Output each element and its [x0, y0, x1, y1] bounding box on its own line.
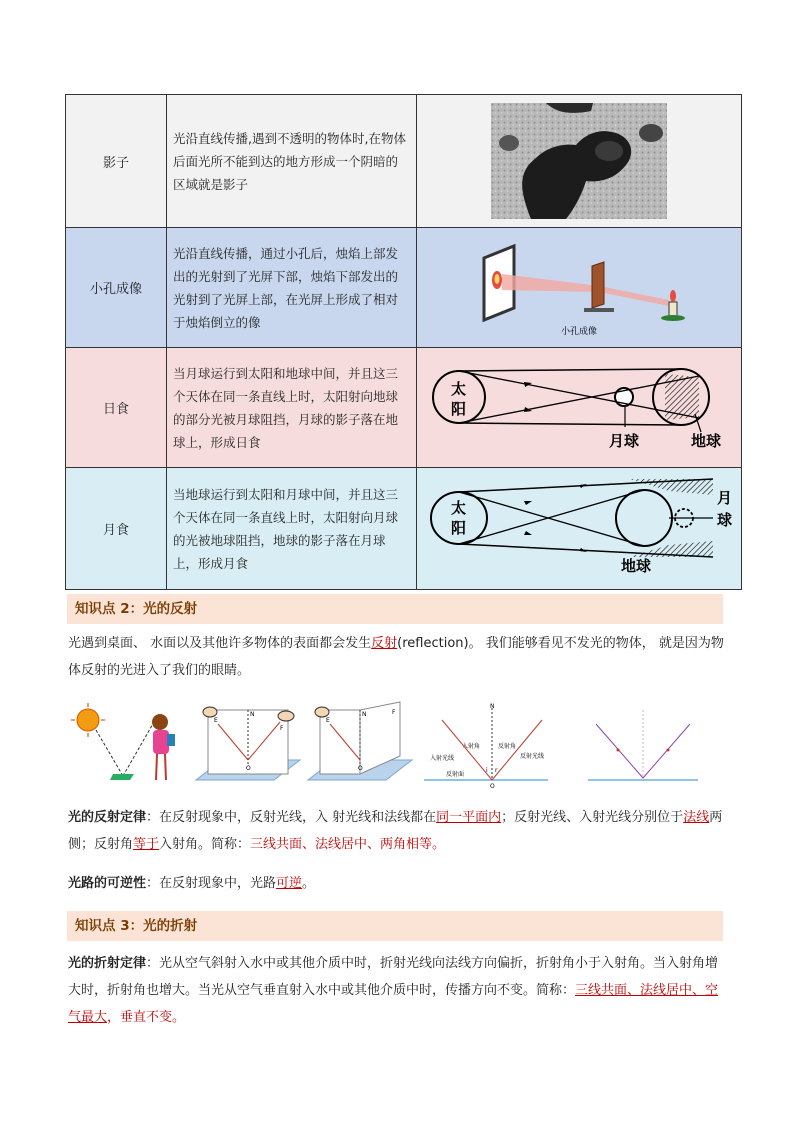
intro-keyword: 反射 [371, 636, 398, 651]
law-text-a: ：在反射现象中，反射光线，入 射光线和法线都在 [146, 810, 437, 825]
label-N: N [250, 711, 255, 718]
rev-text-b: 。 [302, 876, 316, 891]
table-row-solar-eclipse [66, 348, 742, 468]
label-r: r [495, 767, 498, 774]
law-short: 三线共面、法线居中、两角相等。 [250, 837, 446, 852]
rev-text-a: ：在反射现象中，光路 [146, 876, 277, 891]
row-desc: 光沿直线传播,遇到不透明的物体时,在物体后面光所不能到达的地方形成一个阴暗的区域就是影子 [167, 95, 417, 228]
lunar-eclipse-cell [417, 468, 742, 590]
pinhole-figure-cell [417, 228, 742, 348]
rev-keyword: 可逆 [276, 876, 303, 891]
sun-label-2: 阳 [451, 518, 467, 537]
intro-text-b: (reflection)。 我们能够看见不发光的物体， 就是因为物体反射的光进入了我们的眼睛。 [68, 636, 724, 678]
label-O: O [490, 783, 495, 790]
label-E: E [214, 717, 218, 724]
label-F: F [392, 709, 396, 716]
law-text-c: 两侧；反射角 [68, 810, 723, 852]
moon-label: 月球 [609, 431, 640, 450]
earth-label: 地球 [691, 431, 722, 450]
labeled-reflection-diagram [424, 700, 548, 790]
refraction-text: ：光从空气斜射入水中或其他介质中时，折射光线向法线方向偏折，折射角小于入射角。当入射角增大时，折射角也增大。当光从空气垂直射入水中或其他介质中时，传播方向不变。简称： [68, 956, 719, 998]
refraction-short-2: ，垂直不变。 [107, 1010, 186, 1025]
law-text-b: ；反射光线、入射光线分别位于 [501, 810, 684, 825]
row-desc: 当地球运行到太阳和月球中间，并且这三个天体在同一条直线上时，太阳射向月球的光被地球阻挡，地球的影子落在月球上，形成月食 [167, 468, 417, 590]
reflection-law [68, 804, 724, 858]
shadow-photo [491, 103, 667, 219]
sun-girl-reflection-figure [68, 700, 188, 790]
row-desc: 当月球运行到太阳和地球中间，并且这三个天体在同一条直线上时，太阳射向地球的部分光被月球阻挡，月球的影子落在地球上，形成日食 [167, 348, 417, 468]
pinhole-diagram [464, 238, 694, 338]
refraction-short-1: 三线共面、法线居中、空气最大 [68, 983, 719, 1025]
simple-reflection-diagram [588, 700, 698, 790]
eye-reflection-figure-1 [196, 700, 300, 790]
row-name: 月食 [66, 468, 167, 590]
reversibility-label: 光路的可逆性 [68, 876, 147, 891]
label-N: N [362, 711, 367, 718]
label-reflect-surface: 反射面 [446, 771, 465, 778]
law-keyword-1: 同一平面内 [436, 810, 502, 825]
solar-eclipse-cell [417, 348, 742, 468]
phenomena-table [65, 94, 742, 590]
reversibility [68, 870, 724, 897]
moon-label-2: 球 [717, 510, 733, 529]
intro-text-a: 光遇到桌面、 水面以及其他许多物体的表面都会发生 [68, 636, 372, 651]
table-row-pinhole [66, 228, 742, 348]
earth-label: 地球 [621, 556, 652, 575]
label-reflect-ray: 反射光线 [520, 753, 545, 760]
label-O: O [358, 765, 363, 772]
pinhole-caption: 小孔成像 [560, 326, 598, 337]
label-N: N [490, 703, 495, 710]
row-name: 影子 [66, 95, 167, 228]
row-desc: 光沿直线传播，通过小孔后，烛焰上部发出的光射到了光屏下部，烛焰下部发出的光射到了光屏上部，在光屏上形成了相对于烛焰倒立的像 [167, 228, 417, 348]
moon-label-1: 月 [717, 488, 733, 507]
law-keyword-3: 等于 [133, 837, 160, 852]
reflection-figures [68, 700, 728, 792]
label-reflect-angle: 反射角 [498, 743, 517, 750]
label-E: E [326, 717, 330, 724]
section2-intro [68, 630, 724, 684]
solar-eclipse-diagram [429, 352, 729, 464]
law-keyword-2: 法线 [683, 810, 710, 825]
refraction-law-label: 光的折射定律 [68, 956, 147, 971]
section2-heading: 知识点 2：光的反射 [67, 594, 723, 624]
row-name: 小孔成像 [66, 228, 167, 348]
sun-label-2: 阳 [451, 399, 467, 418]
sun-label-1: 太 [451, 379, 467, 398]
sun-label-1: 太 [451, 498, 467, 517]
eye-reflection-figure-2 [308, 700, 412, 790]
lunar-eclipse-diagram [429, 473, 733, 585]
table-row-shadow [66, 95, 742, 228]
label-incident-ray: 入射光线 [430, 755, 455, 762]
row-name: 日食 [66, 348, 167, 468]
reflection-law-label: 光的反射定律 [68, 810, 147, 825]
label-F: F [280, 725, 284, 732]
refraction-law [68, 950, 724, 1031]
shadow-photo-cell [417, 95, 742, 228]
table-row-lunar-eclipse [66, 468, 742, 590]
label-i: i [486, 767, 488, 774]
section3-heading: 知识点 3：光的折射 [67, 911, 723, 941]
law-text-d: 入射角。简称： [159, 837, 251, 852]
label-O: O [246, 765, 251, 772]
label-incident-angle: 入射角 [462, 743, 481, 750]
